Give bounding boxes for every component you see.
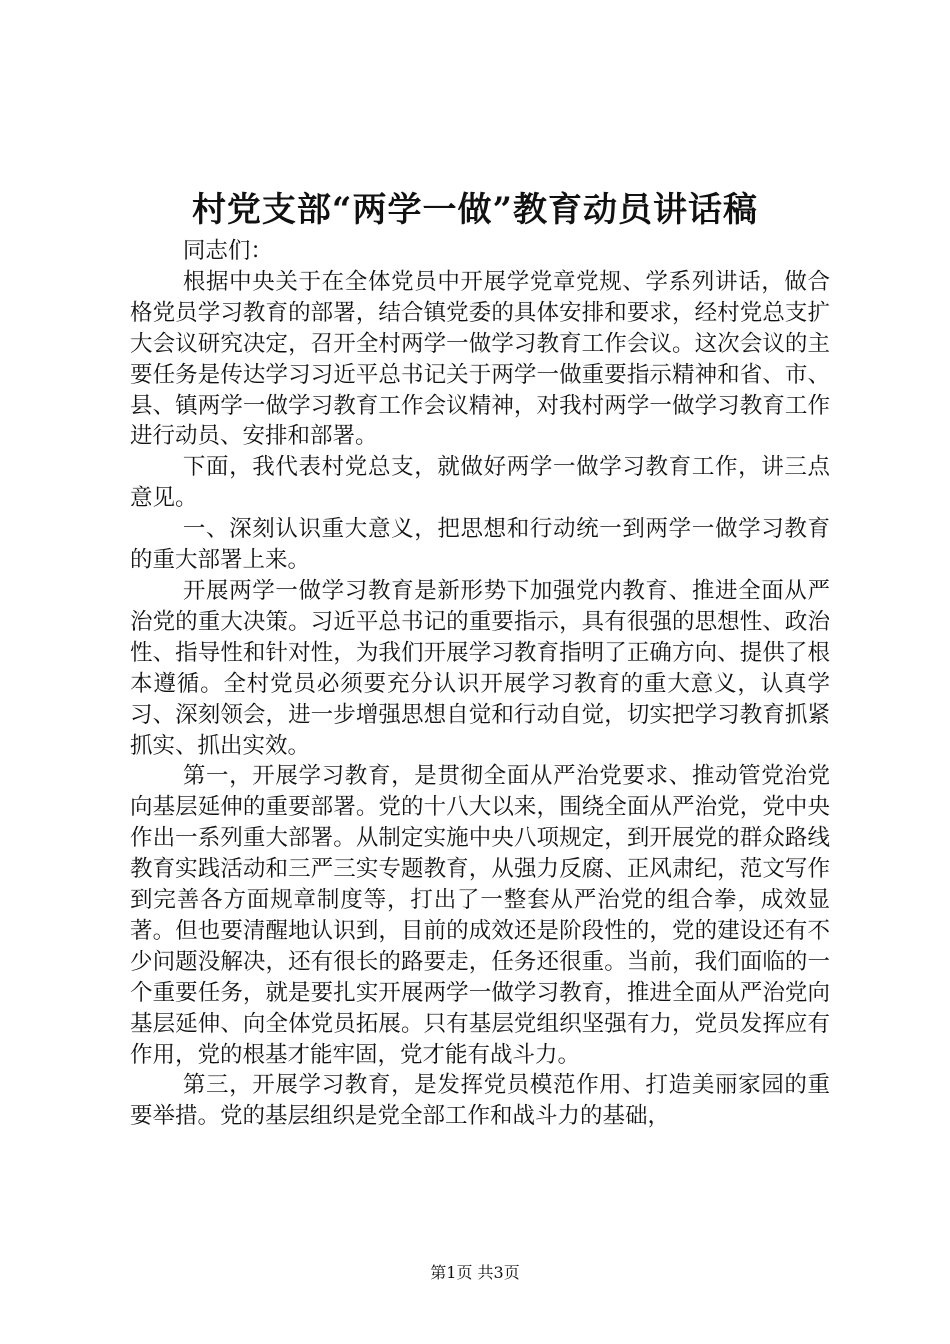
salutation: 同志们： [182,238,273,264]
section-heading: 一、深刻认识重大意义，把思想和行动统一到两学一做学习教育的重大部署上来。 [130,516,830,574]
body-paragraph: 根据中央关于在全体党员中开展学党章党规、学系列讲话，做合格党员学习教育的部署，结合镇党委的具体安排和要求，经村党总支扩大会议研究决定，召开全村两学一做学习教育工作会议。这次会议的主要任务是传达学习习近平总书记关于两学一做重要指示精神和省、市、县、镇两学一做学习教育工作会议精神，对我村两学一做学习教育工作进行动员、安排和部署。 [130,268,830,450]
document-title: 村党支部“两学一做”教育动员讲话稿 [191,190,759,230]
body-paragraph: 第一，开展学习教育，是贯彻全面从严治党要求、推动管党治党向基层延伸的重要部署。党的十八大以来，围绕全面从严治党，党中央作出一系列重大部署。从制定实施中央八项规定，到开展党的群众路线教育实践活动和三严三实专题教育，从强力反腐、正风肃纪，范文写作到完善各方面规章制度等，打出了一整套从严治党的组合拳，成效显著。但也要清醒地认识到，目前的成效还是阶段性的，党的建设还有不少问题没解决，还有很长的路要走，任务还很重。当前，我们面临的一个重要任务，就是要扎实开展两学一做学习教育，推进全面从严治党向基层延伸、向全体党员拓展。只有基层党组织坚强有力，党员发挥应有作用，党的根基才能牢固，党才能有战斗力。 [130,763,830,1068]
page-footer: 第1页 共3页 [430,1263,520,1282]
body-paragraph: 下面，我代表村党总支，就做好两学一做学习教育工作，讲三点意见。 [130,454,830,512]
document-body [130,236,830,1132]
body-paragraph: 第三，开展学习教育，是发挥党员模范作用、打造美丽家园的重要举措。党的基层组织是党全部工作和战斗力的基础， [130,1072,830,1130]
body-paragraph: 开展两学一做学习教育是新形势下加强党内教育、推进全面从严治党的重大决策。习近平总书记的重要指示，具有很强的思想性、政治性、指导性和针对性，为我们开展学习教育指明了正确方向、提供了根本遵循。全村党员必须要充分认识开展学习教育的重大意义，认真学习、深刻领会，进一步增强思想自觉和行动自觉，切实把学习教育抓紧抓实、抓出实效。 [130,577,830,759]
